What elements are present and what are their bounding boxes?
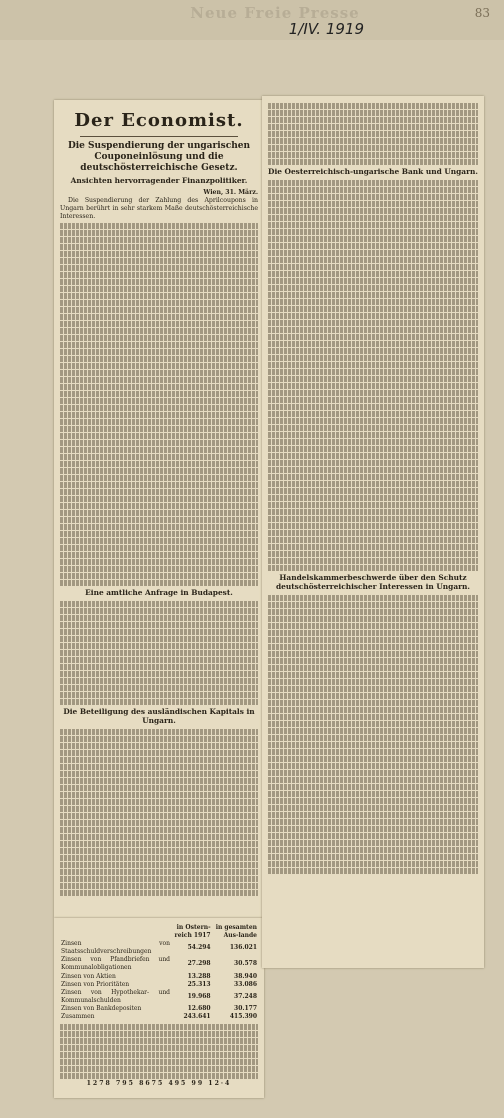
interest-table <box>60 924 258 1021</box>
article-body-text <box>268 180 478 571</box>
divider <box>80 136 238 137</box>
table-row-total: Zusammen 243.641 415.390 <box>61 1013 257 1021</box>
page-number: 83 <box>474 6 490 20</box>
article-subtitle: Die Suspendierung der ungarischen Couponeinlösung und die deutschösterreichische Gesetz. <box>67 141 251 173</box>
section-heading: Die Beteiligung des ausländischen Kapitals in Ungarn. <box>63 707 255 726</box>
article-title: Der Economist. <box>74 110 244 131</box>
clipping-table <box>54 918 264 1098</box>
clipping-right <box>262 96 484 968</box>
table-row: Zinsen von Staatsschuldverschreibungen 54.294 136.021 <box>61 940 257 956</box>
table-row: Zinsen von Hypothekar- und Kommunalschulden 19.968 37.248 <box>61 988 257 1004</box>
article-body-text <box>60 1024 258 1079</box>
article-body-text <box>60 223 258 586</box>
table-row: Zinsen von Pfandbriefen und Kommunalobligationen 27.298 30.578 <box>61 956 257 972</box>
article-body-text <box>60 729 258 896</box>
table-col-header: in Ostern-reich 1917 <box>174 924 211 940</box>
dateline: Wien, 31. März. <box>203 189 258 196</box>
section-heading: Eine amtliche Anfrage in Budapest. <box>85 588 233 598</box>
handwritten-date: 1/IV. 1919 <box>288 20 364 38</box>
table-col-header: in gesamten Aus-lande <box>215 924 257 940</box>
paragraph: Die Suspendierung der Zahlung des Aprilcoupons in Ungarn berührt in sehr starkem Maße deutschösterreichische Interessen. <box>60 197 258 221</box>
table-row: Zinsen von Bankdepositen 12.680 30.177 <box>61 1004 257 1012</box>
table-row: Zinsen von Prioritäten 25.313 33.086 <box>61 980 257 988</box>
section-heading: Handelskammerbeschwerde über den Schutz deutschösterreichischer Interessen in Ungarn. <box>276 573 470 591</box>
section-heading: Die Oesterreichisch-ungarische Bank und Ungarn. <box>268 167 478 176</box>
article-body-text <box>268 103 478 165</box>
table-footer: 1278 795 8675 495 99 12·4 <box>86 1080 232 1088</box>
table-row: Zinsen von Aktien 13.288 38.940 <box>61 972 257 980</box>
article-body-text <box>268 595 478 874</box>
masthead: Neue Freie Presse <box>190 4 360 22</box>
article-body-text <box>60 601 258 705</box>
article-subhead: Ansichten hervorragender Finanzpolitiker. <box>70 176 248 185</box>
clipping-left <box>54 100 264 918</box>
